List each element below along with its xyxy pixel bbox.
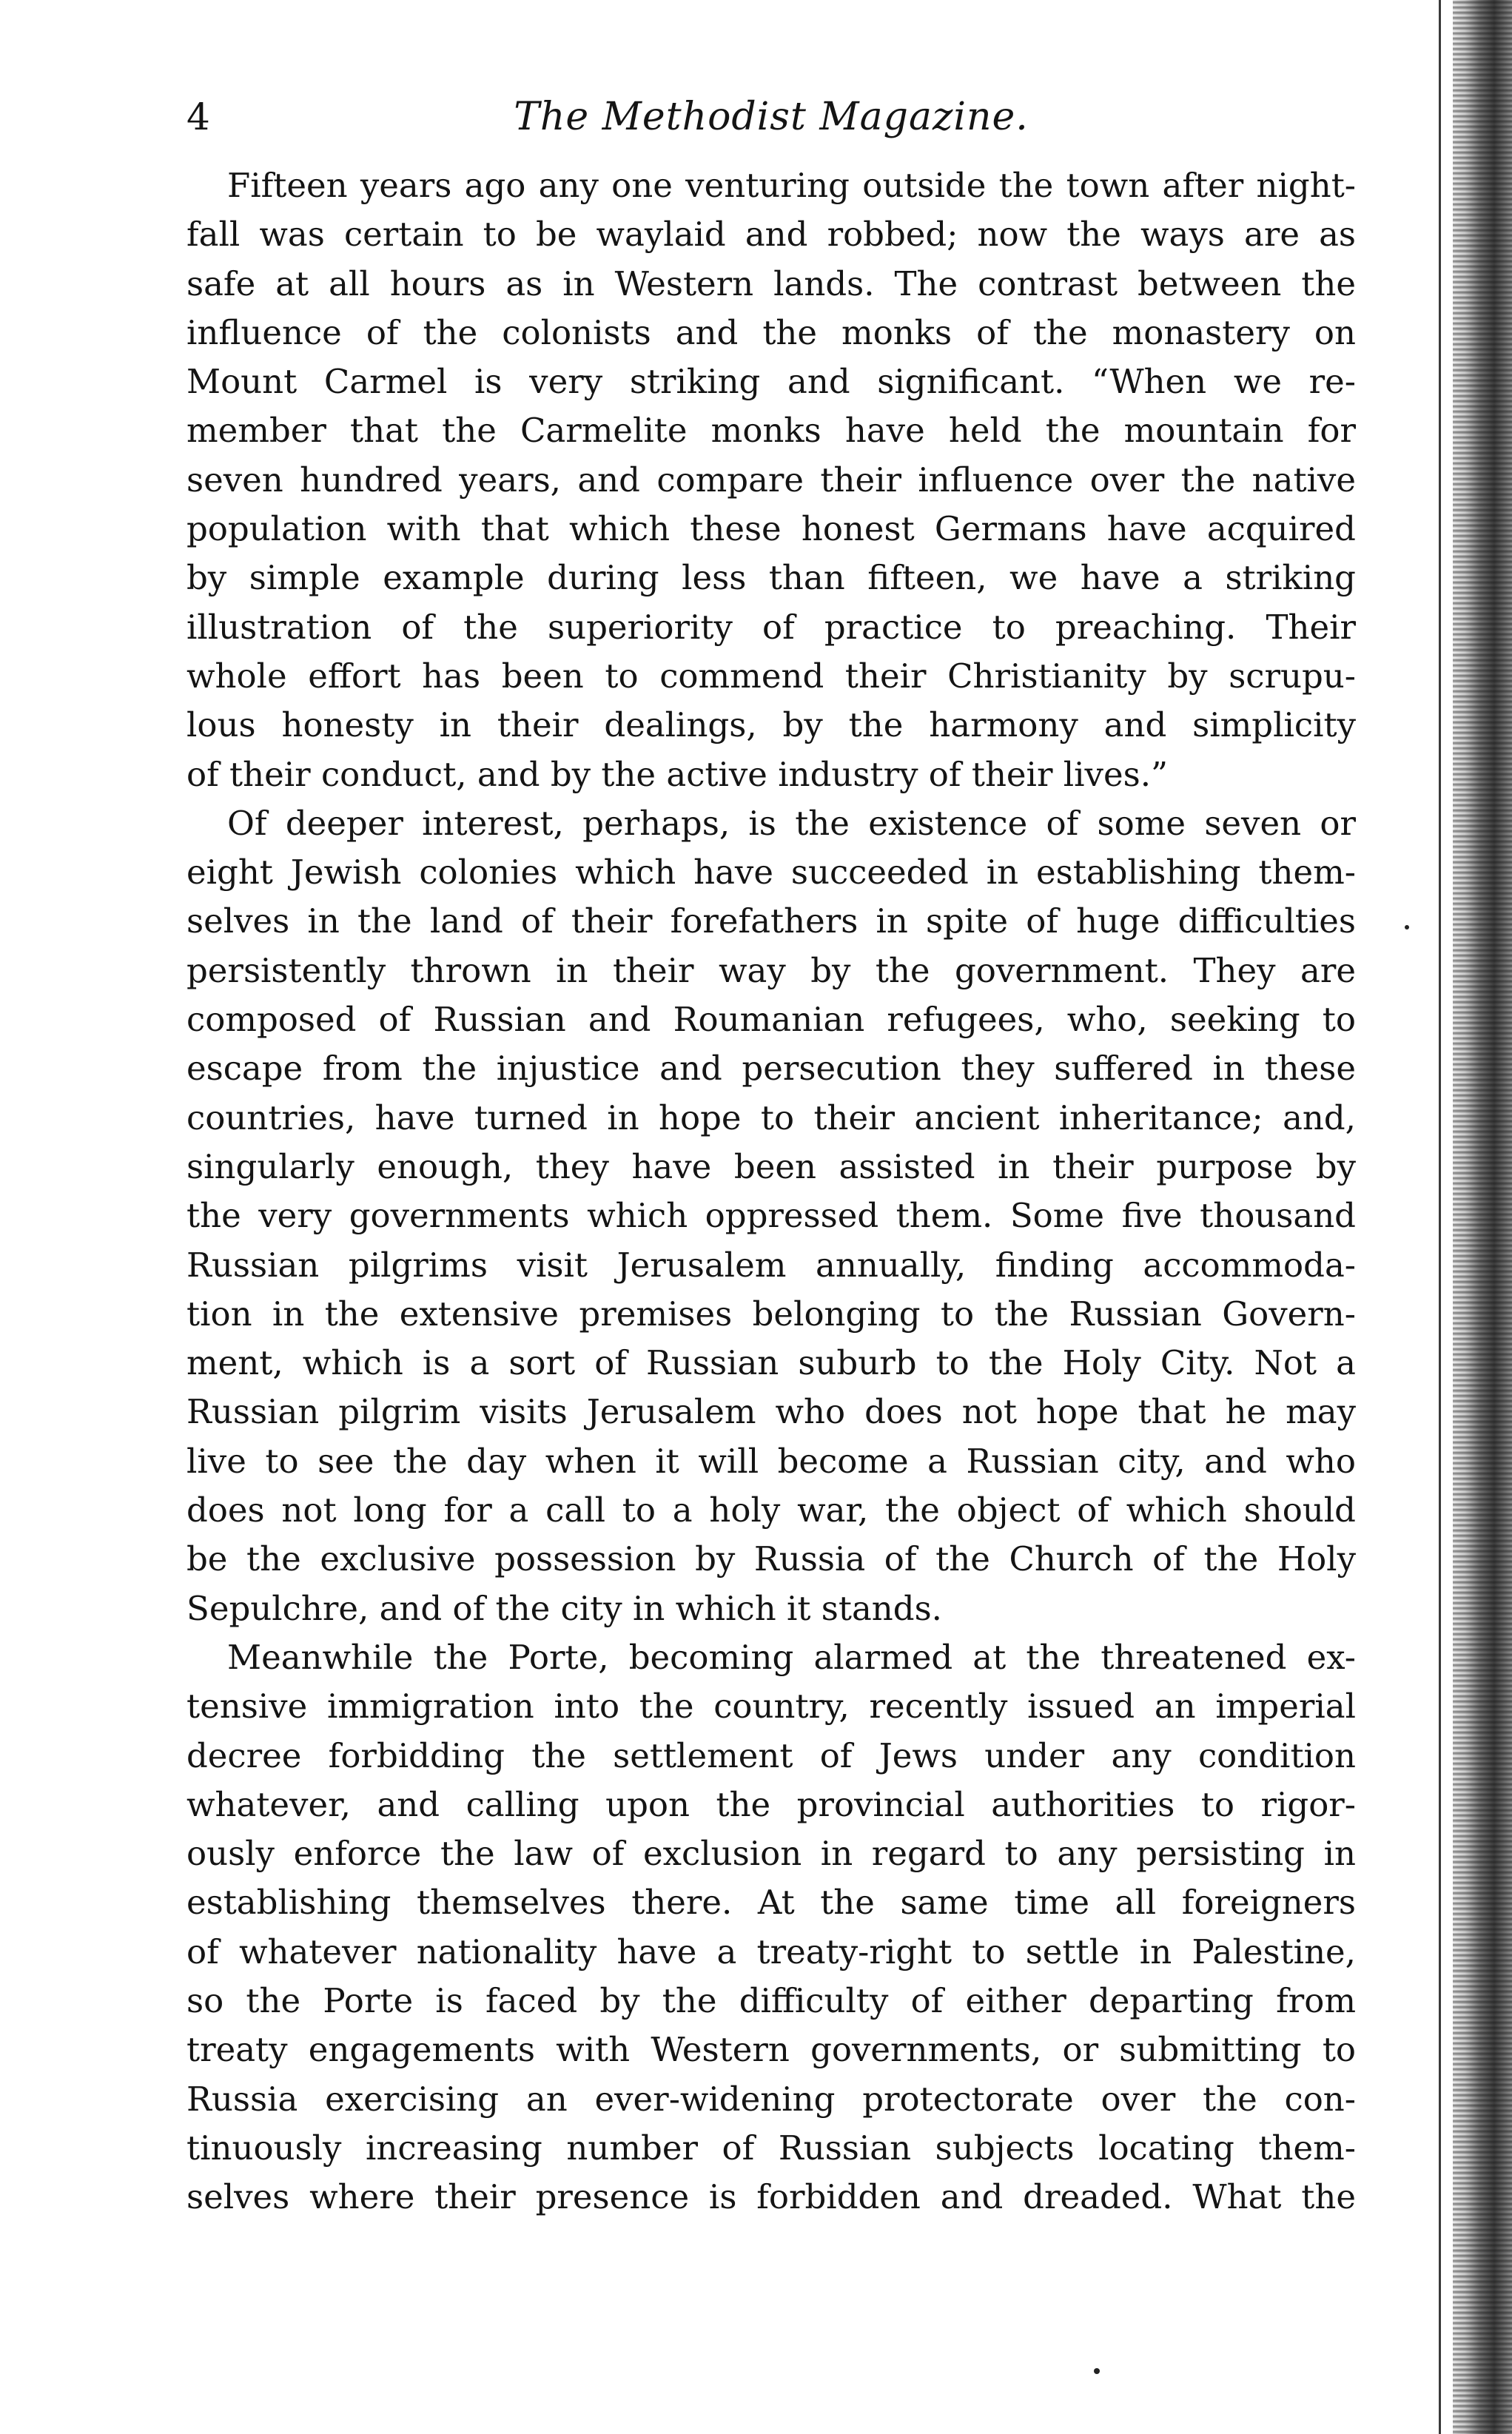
text-line: treaty engagements with Western governments, or submitting to <box>187 2030 1356 2070</box>
text-line: Of deeper interest, perhaps, is the existence of some seven or <box>227 803 1356 843</box>
page-header <box>187 87 1356 147</box>
paragraph-1 <box>187 161 1356 799</box>
text-line: of their conduct, and by the active industry of their lives.” <box>187 754 1169 794</box>
text-line: lous honesty in their dealings, by the harmony and simplicity <box>187 705 1356 745</box>
text-line: selves where their presence is forbidden and dreaded. What the <box>187 2177 1356 2217</box>
text-line: escape from the injustice and persecution they suffered in these <box>187 1049 1356 1089</box>
text-line: ously enforce the law of exclusion in regard to any persisting in <box>187 1834 1356 1874</box>
text-line: selves in the land of their forefathers in spite of huge difficulties <box>187 901 1356 941</box>
text-line: persistently thrown in their way by the government. They are <box>187 950 1356 990</box>
text-line: countries, have turned in hope to their ancient inheritance; and, <box>187 1097 1356 1137</box>
text-line: fall was certain to be waylaid and robbed; now the ways are as <box>187 215 1356 255</box>
text-line: tion in the extensive premises belonging to the Russian Govern- <box>187 1294 1356 1334</box>
text-line: influence of the colonists and the monks of the monastery on <box>187 312 1356 352</box>
text-line: tinuously increasing number of Russian subjects locating them- <box>187 2128 1356 2168</box>
text-line: singularly enough, they have been assisted in their purpose by <box>187 1146 1356 1186</box>
binding-edge <box>1453 0 1512 2434</box>
text-line: ment, which is a sort of Russian suburb to the Holy City. Not a <box>187 1343 1356 1383</box>
text-line: establishing themselves there. At the same time all foreigners <box>187 1883 1356 1923</box>
text-line: the very governments which oppressed them. Some five thousand <box>187 1196 1356 1236</box>
text-line: Russian pilgrims visit Jerusalem annually, finding accommoda- <box>187 1245 1356 1285</box>
text-line: Sepulchre, and of the city in which it stands. <box>187 1588 942 1628</box>
text-line: by simple example during less than fifteen, we have a striking <box>187 558 1356 598</box>
binding-shadow-line <box>1439 0 1441 2434</box>
ink-speck <box>1405 925 1409 929</box>
text-line: live to see the day when it will become a Russian city, and who <box>187 1441 1356 1481</box>
page-number: 4 <box>187 95 210 138</box>
text-line: safe at all hours as in Western lands. The contrast between the <box>187 263 1356 303</box>
ink-speck <box>1094 2368 1100 2374</box>
paragraph-2 <box>187 799 1356 1633</box>
text-line: member that the Carmelite monks have held the mountain for <box>187 411 1356 451</box>
text-line: of whatever nationality have a treaty-right to settle in Palestine, <box>187 1932 1356 1971</box>
text-line: tensive immigration into the country, recently issued an imperial <box>187 1687 1356 1727</box>
text-line: Meanwhile the Porte, becoming alarmed at the threatened ex- <box>227 1637 1356 1677</box>
text-line: does not long for a call to a holy war, the object of which should <box>187 1490 1356 1530</box>
text-line: so the Porte is faced by the difficulty of either departing from <box>187 1980 1356 2020</box>
text-line: Mount Carmel is very striking and significant. “When we re- <box>187 362 1356 402</box>
text-line: composed of Russian and Roumanian refugees, who, seeking to <box>187 1000 1356 1040</box>
paragraph-3 <box>187 1633 1356 2222</box>
text-line: decree forbidding the settlement of Jews under any condition <box>187 1735 1356 1775</box>
text-line: whatever, and calling upon the provincial authorities to rigor- <box>187 1784 1356 1824</box>
text-line: Fifteen years ago any one venturing outside the town after night- <box>227 166 1356 205</box>
text-line: Russian pilgrim visits Jerusalem who does not hope that he may <box>187 1392 1356 1432</box>
running-title: The Methodist Magazine. <box>514 95 1029 139</box>
text-line: whole effort has been to commend their Christianity by scrupu- <box>187 656 1356 696</box>
text-line: illustration of the superiority of practice to preaching. Their <box>187 607 1356 647</box>
body-text <box>187 161 1356 2222</box>
text-line: population with that which these honest Germans have acquired <box>187 509 1356 549</box>
text-line: eight Jewish colonies which have succeeded in establishing them- <box>187 853 1356 892</box>
text-line: seven hundred years, and compare their influence over the native <box>187 460 1356 500</box>
text-line: Russia exercising an ever-widening protectorate over the con- <box>187 2079 1356 2119</box>
text-line: be the exclusive possession by Russia of the Church of the Holy <box>187 1539 1356 1579</box>
